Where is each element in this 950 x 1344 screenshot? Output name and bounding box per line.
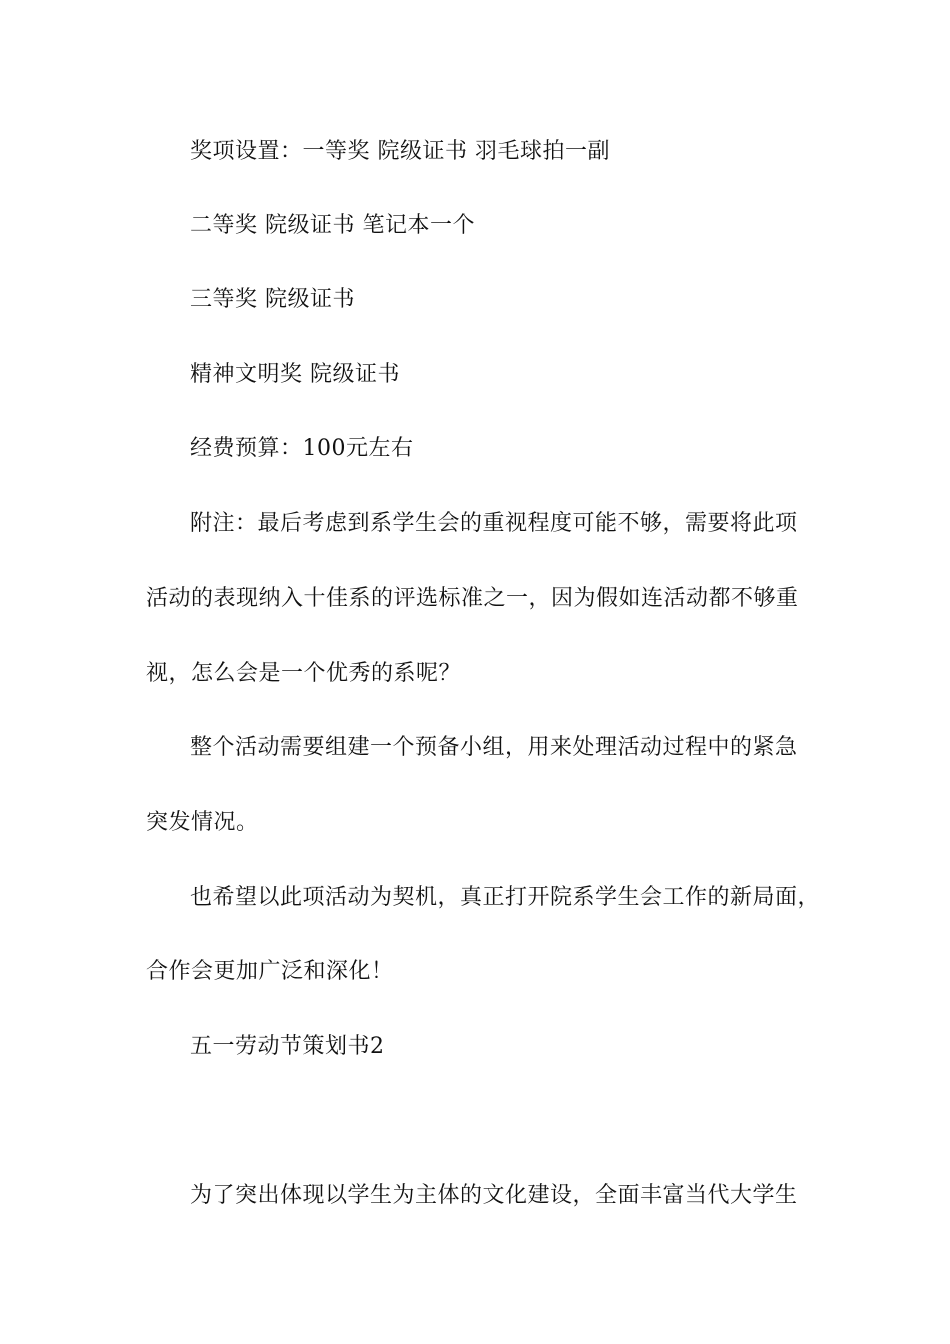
backup-group-line-2: 突发情况。 [146, 810, 259, 835]
intro-paragraph-line-1: 为了突出体现以学生为主体的文化建设，全面丰富当代大学生 [190, 1183, 798, 1208]
note-paragraph-line-3: 视，怎么会是一个优秀的系呢？ [146, 661, 462, 686]
hope-paragraph-line-2: 合作会更加广泛和深化！ [146, 959, 394, 984]
section-heading: 五一劳动节策划书2 [190, 1034, 385, 1059]
hope-paragraph-line-1: 也希望以此项活动为契机，真正打开院系学生会工作的新局面， [190, 885, 821, 910]
second-prize-line: 二等奖 院级证书 笔记本一个 [190, 213, 475, 238]
third-prize-line: 三等奖 院级证书 [190, 287, 355, 312]
note-paragraph-line-1: 附注：最后考虑到系学生会的重视程度可能不够，需要将此项 [190, 511, 798, 536]
backup-group-line-1: 整个活动需要组建一个预备小组，用来处理活动过程中的紧急 [190, 735, 798, 760]
award-setting-line: 奖项设置：一等奖 院级证书 羽毛球拍一副 [190, 139, 610, 164]
note-paragraph-line-2: 活动的表现纳入十佳系的评选标准之一，因为假如连活动都不够重 [146, 586, 799, 611]
spirit-award-line: 精神文明奖 院级证书 [190, 362, 400, 387]
budget-line: 经费预算：100元左右 [190, 436, 414, 461]
